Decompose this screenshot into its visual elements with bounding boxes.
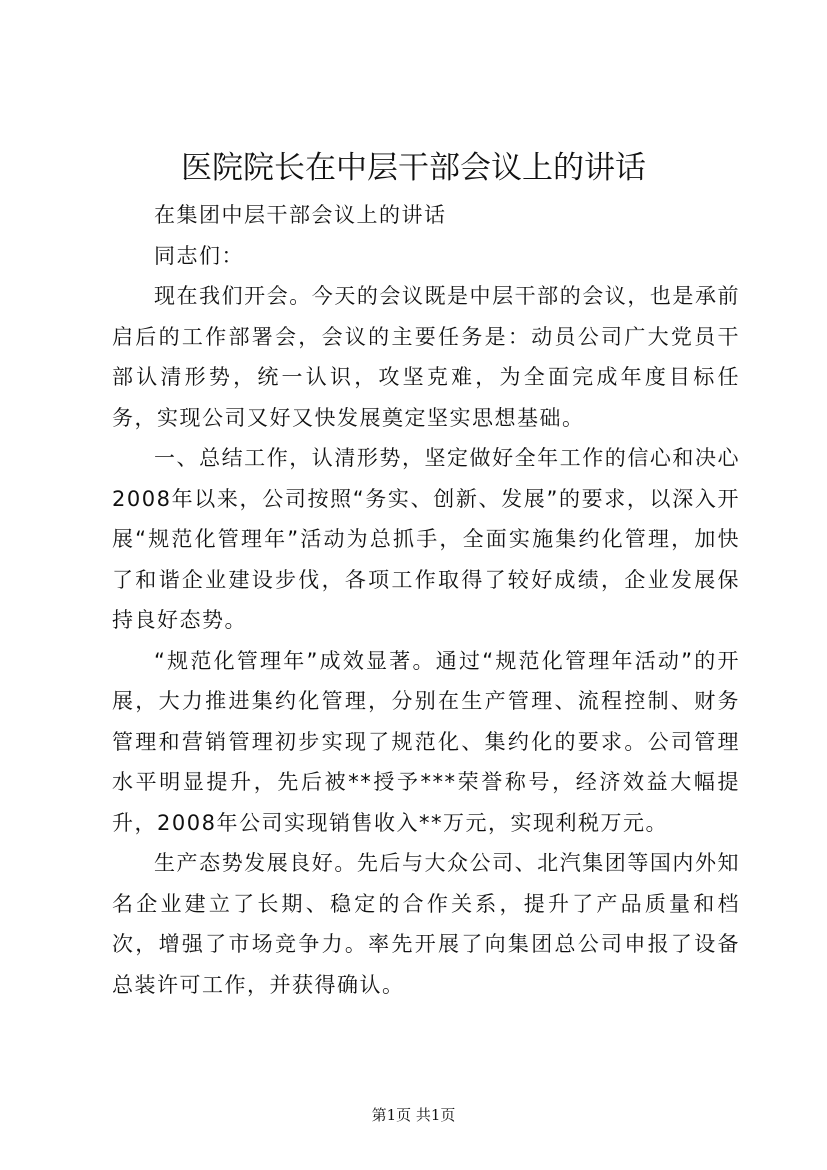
paragraph-subtitle: 在集团中层干部会议上的讲话 [154,203,447,227]
paragraph-production: 生产态势发展良好。先后与大众公司、北汽集团等国内外知名企业建立了长期、稳定的合作关系，提升了产品质量和档次，增强了市场竞争力。率先开展了向集团总公司申报了设备总装许可工作，并获得确认。 [112,851,740,997]
page-footer: 第1页 共1页 [371,1106,456,1124]
document-title: 医院院长在中层干部会议上的讲话 [181,150,646,186]
document-body [112,195,740,1005]
paragraph-opening: 现在我们开会。今天的会议既是中层干部的会议，也是承前启后的工作部署会，会议的主要任务是：动员公司广大党员干部认清形势，统一认识，攻坚克难，为全面完成年度目标任务，实现公司又好又快发展奠定坚实思想基础。 [112,284,740,430]
paragraph-management: “规范化管理年”成效显著。通过“规范化管理年活动”的开展，大力推进集约化管理，分别在生产管理、流程控制、财务管理和营销管理初步实现了规范化、集约化的要求。公司管理水平明显提升，先后被**授予***荣誉称号，经济效益大幅提升，2008年公司实现销售收入**万元，实现利税万元。 [112,648,740,835]
paragraph-greeting: 同志们： [154,243,244,268]
paragraph-section-one: 一、总结工作，认清形势，坚定做好全年工作的信心和决心2008年以来，公司按照“务实、创新、发展”的要求，以深入开展“规范化管理年”活动为总抓手，全面实施集约化管理，加快了和谐企业建设步伐，各项工作取得了较好成绩，企业发展保持良好态势。 [112,446,740,632]
